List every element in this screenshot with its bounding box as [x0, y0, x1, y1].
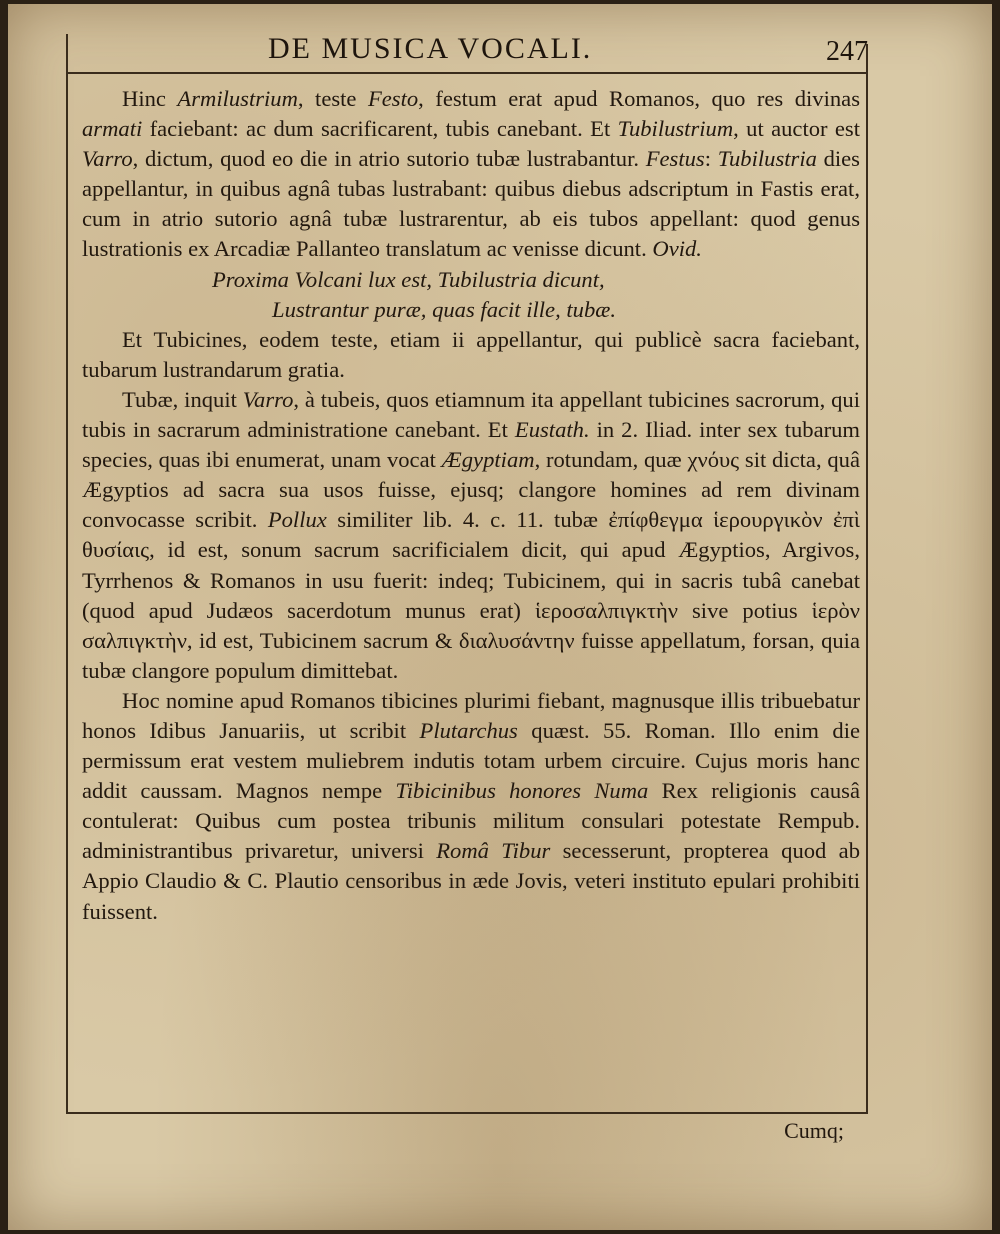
right-frame-rule — [866, 44, 868, 1114]
italic-run: Varro — [82, 146, 133, 172]
italic-run: Tibicinibus honores Numa — [395, 778, 649, 804]
italic-run: Festus — [645, 146, 705, 172]
italic-run: Armilustrium — [177, 86, 298, 111]
left-frame-rule — [66, 34, 68, 1114]
paragraph: Et Tubicines, eodem teste, etiam ii appellantur, qui publicè sacra faciebant, tubarum lustrandarum gratia. — [82, 326, 860, 382]
italic-run: Ovid. — [652, 236, 702, 262]
body-text — [82, 84, 860, 927]
italic-run: Ægyptiam — [441, 447, 535, 473]
paragraph: Hoc nomine apud Romanos tibicines plurimi fiebant, magnusque illis tribuebatur honos Idibus Januariis, ut scribit Plutarchus quæst. 55. Roman. Illo enim die permissum erat vestem muliebrem indutis totam urbem circuire. Cujus moris hanc addit caussam. Magnos nempe Tibicinibus honores Numa Rex religionis causâ contulerat: Quibus cum postea tribunis militum consulari potestate Rempub. administrantibus privaretur, universi Româ Tibur secesserunt, propterea quod ab Appio Claudio & C. Plautio censoribus in æde Jovis, veteri instituto epulari prohibiti fuissent. — [82, 687, 861, 924]
page-number: 247 — [826, 36, 868, 67]
page-header — [68, 30, 868, 72]
book-page — [8, 4, 992, 1230]
italic-run: Varro — [242, 386, 294, 412]
italic-run: Proxima Volcani lux est, Tubilustria dicunt, — [212, 266, 605, 292]
italic-run: Plutarchus — [419, 717, 518, 743]
italic-run: Pollux — [267, 507, 327, 533]
catchword: Cumq; — [784, 1118, 844, 1143]
header-rule — [66, 72, 868, 74]
italic-run: armati — [82, 116, 143, 142]
footer-rule — [66, 1112, 868, 1114]
italic-run: Festo — [367, 86, 419, 111]
running-title: DE MUSICA VOCALI. — [268, 32, 593, 65]
italic-run: Lustrantur puræ, quas facit ille, tubæ. — [272, 296, 616, 322]
paragraph: Tubæ, inquit Varro, à tubeis, quos etiamnum ita appellant tubicines sacrorum, qui tubis in sacrarum administratione canebant. Et Eustath. in 2. Iliad. inter sex tubarum species, quas ibi enumerat, unam vocat Ægyptiam, rotundam, quæ χνόυς sit dicta, quâ Ægyptios ad sacra sua usos fuisse, ejusq; clangore homines ad rem divinam convocasse scribit. Pollux similiter lib. 4. c. 11. tubæ ἐπίφθεγμα ἱερουργικὸν ἐπὶ θυσίαις, id est, sonum sacrum sacrificialem dicit, qui apud Ægyptios, Argivos, Tyrrhenos & Romanos in usu fuerit: indeq; Tubicinem, qui in sacris tubâ canebat (quod apud Judæos sacerdotum munus erat) ἱεροσαλπιγκτὴν sive potius ἱερὸν σαλπιγκτὴν, id est, Tubicinem sacrum & διαλυσάντην fuisse appellatum, forsan, quia tubæ clangore populum dimittebat. — [82, 386, 861, 683]
italic-run: Eustath. — [514, 417, 590, 443]
italic-run: Tubilustria — [717, 146, 817, 172]
verse-line — [82, 295, 860, 325]
verse-line — [82, 265, 860, 295]
paragraph: Hinc Armilustrium, teste Festo, festum erat apud Romanos, quo res divinas armati faciebant: ac dum sacrificarent, tubis canebant. Et Tubilustrium, ut auctor est Varro, dictum, quod eo die in atrio sutorio tubæ lustrabantur. Festus: Tubilustria dies appellantur, in quibus agnâ tubas lustrabant: quibus diebus adscriptum in Fastis erat, cum in atrio sutorio agnâ tubæ lustrarentur, ab eis tubos appellant: quod genus lustrationis ex Arcadiæ Pallanteo translatum ac venisse dicunt. Ovid. — [82, 86, 860, 262]
italic-run: Româ Tibur — [436, 838, 551, 864]
italic-run: Tubilustrium — [617, 116, 734, 142]
